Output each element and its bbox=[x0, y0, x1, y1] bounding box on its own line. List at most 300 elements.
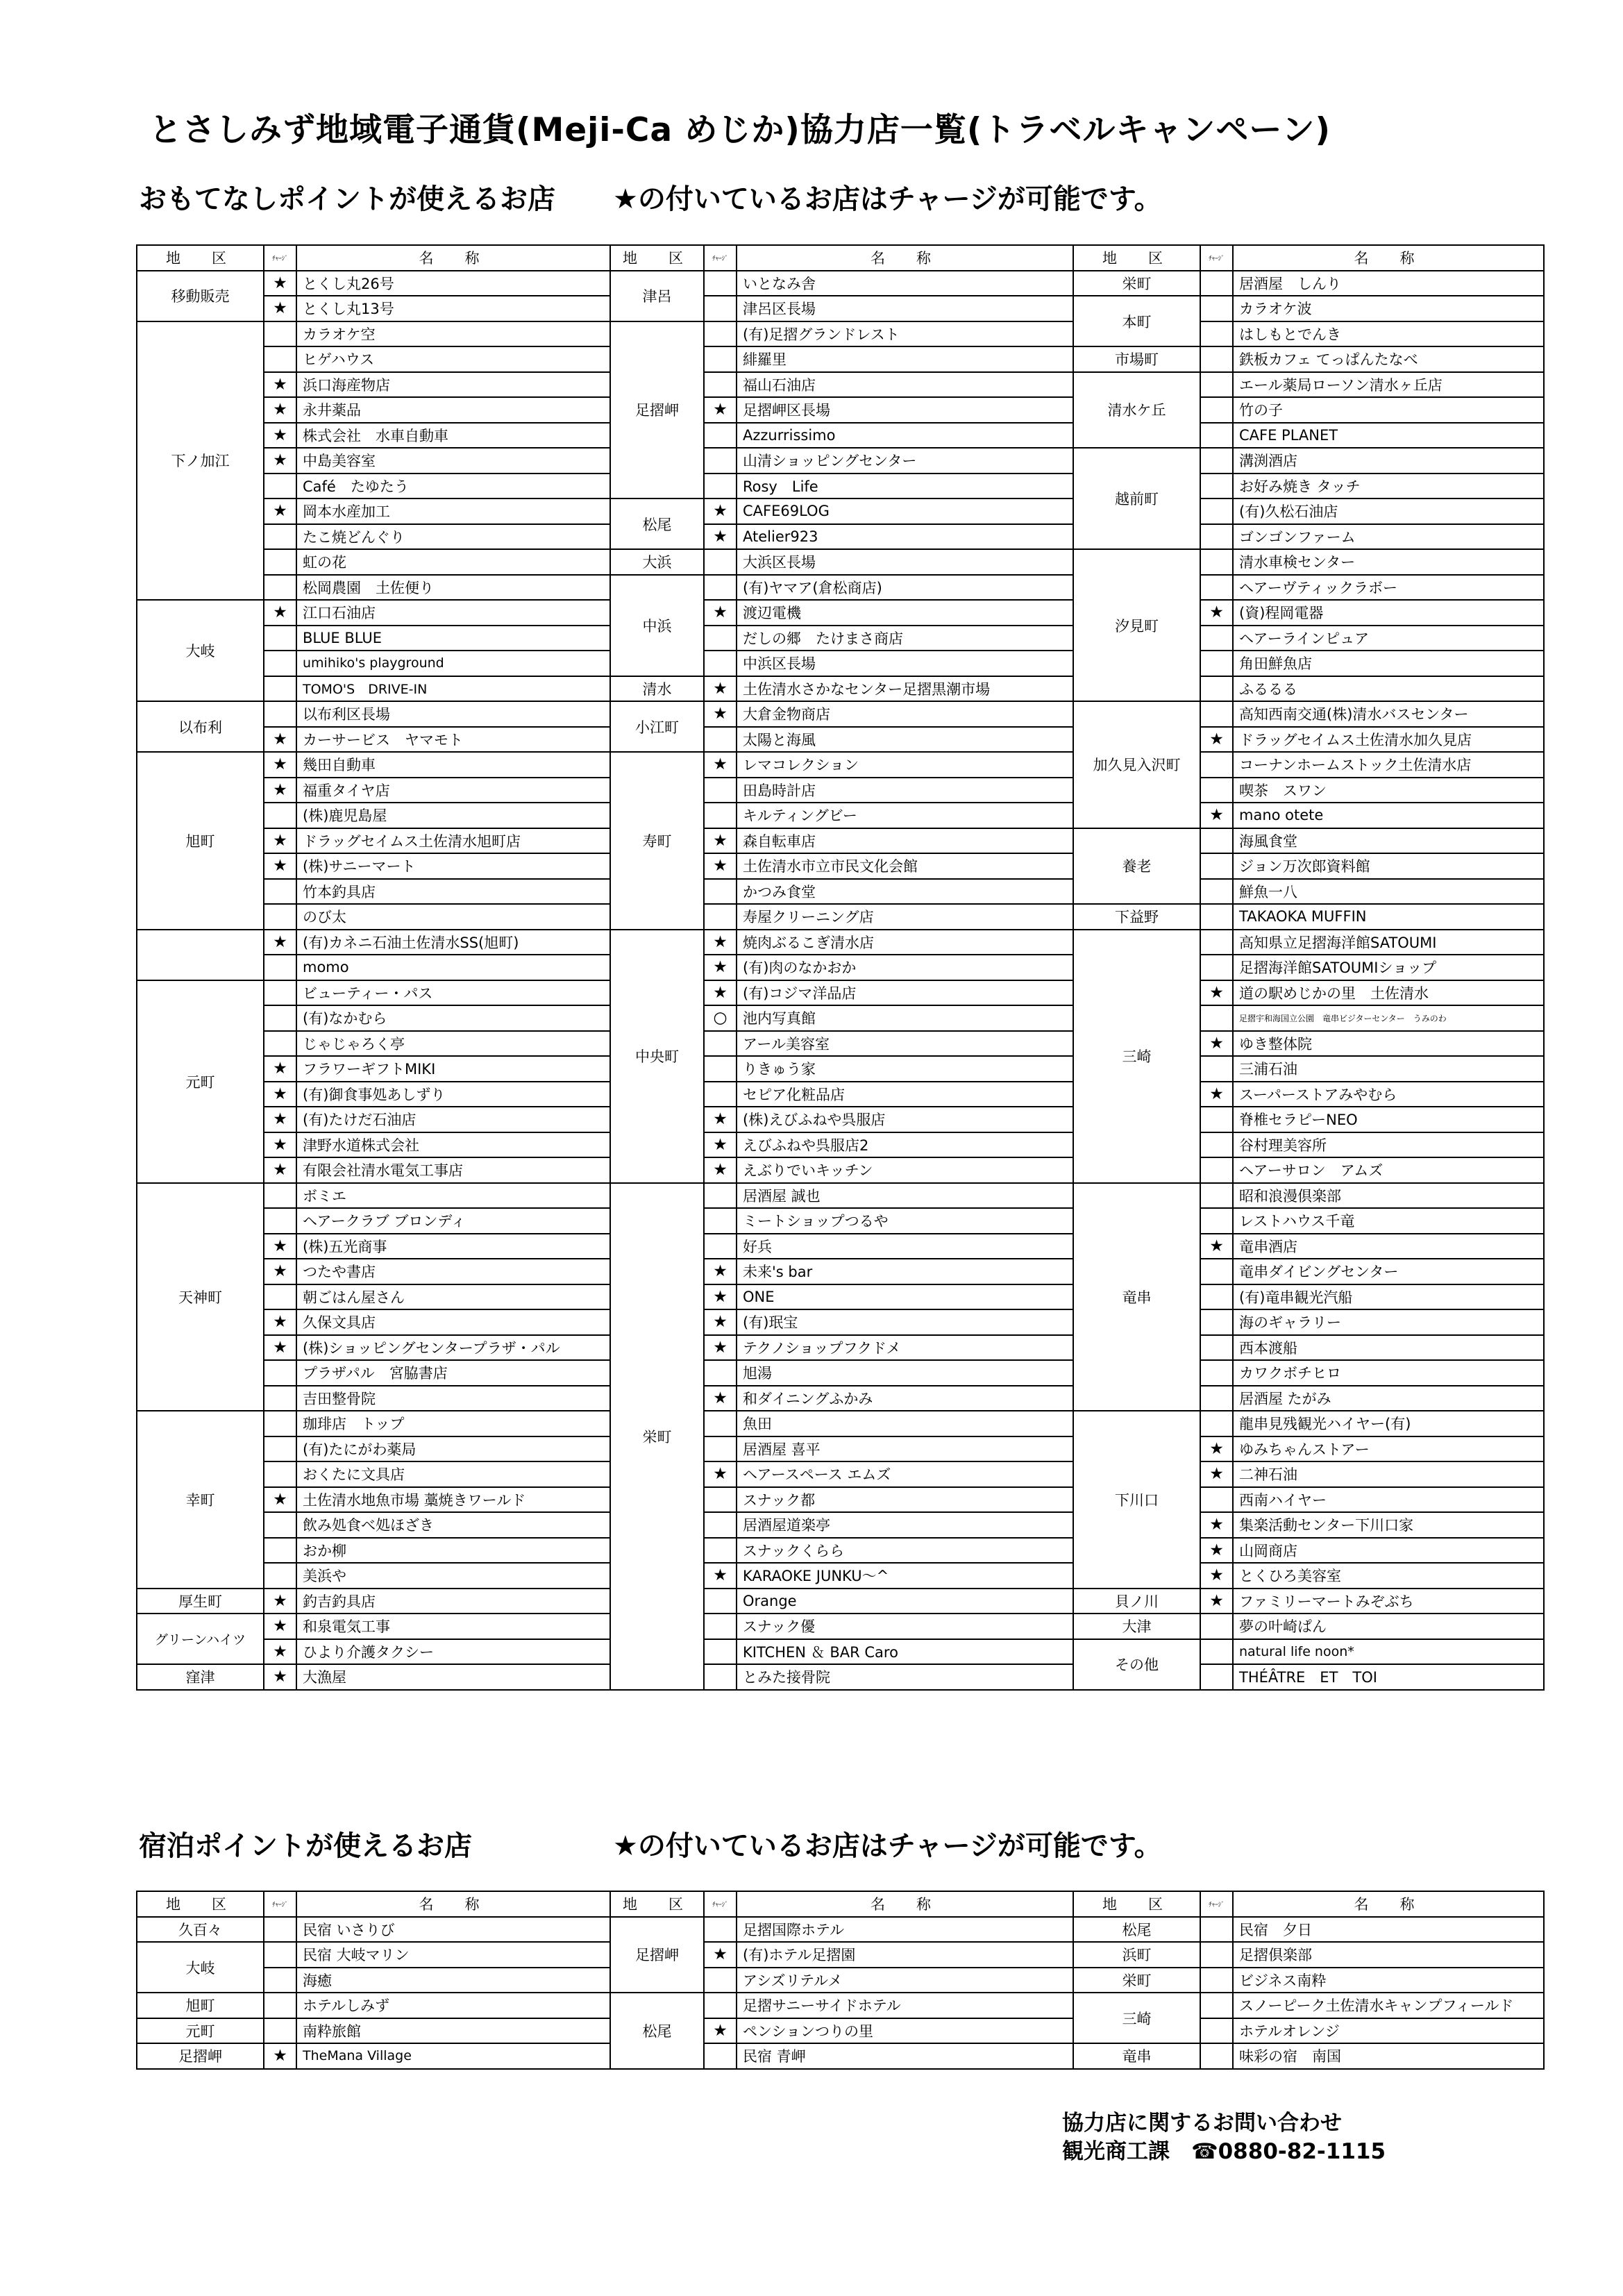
charge-mark bbox=[1200, 575, 1233, 601]
shop-table-omotenashi bbox=[136, 244, 1545, 1691]
name-header: 名 称 bbox=[737, 245, 1073, 271]
charge-mark bbox=[704, 1234, 737, 1259]
charge-mark: ★ bbox=[704, 1309, 737, 1335]
shop-name: 和泉電気工事 bbox=[296, 1614, 610, 1639]
charge-mark bbox=[704, 626, 737, 651]
shop-name: 釣吉釣具店 bbox=[296, 1589, 610, 1614]
area-cell: 下川口 bbox=[1073, 1411, 1200, 1589]
shop-name: natural life noon* bbox=[1233, 1639, 1544, 1665]
charge-mark bbox=[1200, 1284, 1233, 1310]
area-cell: 足摺岬 bbox=[137, 2043, 264, 2069]
shop-name: ゆみちゃんストアー bbox=[1233, 1436, 1544, 1462]
shop-name: とくし丸13号 bbox=[296, 296, 610, 321]
shop-name: 有限会社清水電気工事店 bbox=[296, 1157, 610, 1183]
charge-mark bbox=[264, 1942, 296, 1968]
charge-mark bbox=[1200, 1942, 1233, 1968]
shop-name: ジョン万次郎資料館 bbox=[1233, 853, 1544, 879]
table-row bbox=[137, 930, 1544, 955]
shop-name: 久保文具店 bbox=[296, 1309, 610, 1335]
area-cell: 清水ケ丘 bbox=[1073, 372, 1200, 449]
area-cell: 窪津 bbox=[137, 1664, 264, 1690]
shop-name: いとなみ舎 bbox=[737, 271, 1073, 296]
area-cell: 栄町 bbox=[1073, 1968, 1200, 1993]
charge-mark bbox=[264, 1005, 296, 1031]
table-row bbox=[137, 1056, 1544, 1082]
shop-name: カラオケ波 bbox=[1233, 296, 1544, 321]
charge-mark: ★ bbox=[264, 397, 296, 423]
charge-mark: ★ bbox=[264, 1157, 296, 1183]
charge-mark bbox=[264, 524, 296, 550]
table-row bbox=[137, 1309, 1544, 1335]
charge-mark: ★ bbox=[264, 423, 296, 449]
shop-name: エール薬局ローソン清水ヶ丘店 bbox=[1233, 372, 1544, 398]
shop-name: Azzurrissimo bbox=[737, 423, 1073, 449]
charge-mark: ★ bbox=[1200, 1589, 1233, 1614]
shop-name: 松岡農園 土佐便り bbox=[296, 575, 610, 601]
charge-mark bbox=[1200, 701, 1233, 727]
shop-name: mano otete bbox=[1233, 803, 1544, 828]
shop-name: 美浜や bbox=[296, 1563, 610, 1589]
charge-mark: ★ bbox=[264, 448, 296, 474]
shop-name: のび太 bbox=[296, 904, 610, 930]
charge-mark bbox=[704, 1538, 737, 1564]
shop-name: 足摺倶楽部 bbox=[1233, 1942, 1544, 1968]
shop-name: ヘアーサロン アムズ bbox=[1233, 1157, 1544, 1183]
shop-name: (有)足摺グランドレスト bbox=[737, 321, 1073, 347]
charge-mark bbox=[264, 980, 296, 1006]
shop-name: umihiko's playground bbox=[296, 651, 610, 676]
charge-mark bbox=[264, 1563, 296, 1589]
shop-name: レストハウス千竜 bbox=[1233, 1208, 1544, 1234]
shop-name: 幾田自動車 bbox=[296, 752, 610, 778]
table-row bbox=[137, 346, 1544, 372]
charge-header: ﾁｬｰｼﾞ bbox=[264, 1891, 296, 1917]
charge-mark: ★ bbox=[264, 1589, 296, 1614]
shop-name: えびふねや呉服店2 bbox=[737, 1132, 1073, 1158]
shop-name: とみた接骨院 bbox=[737, 1664, 1073, 1690]
charge-mark: ★ bbox=[704, 1942, 737, 1968]
charge-mark: ★ bbox=[704, 397, 737, 423]
charge-mark: ★ bbox=[264, 1056, 296, 1082]
name-header: 名 称 bbox=[737, 1891, 1073, 1917]
table-row bbox=[137, 1157, 1544, 1183]
shop-name: 昭和浪漫倶楽部 bbox=[1233, 1183, 1544, 1209]
charge-mark bbox=[704, 346, 737, 372]
charge-header: ﾁｬｰｼﾞ bbox=[1200, 1891, 1233, 1917]
shop-name: TheMana Village bbox=[296, 2043, 610, 2069]
charge-mark bbox=[1200, 879, 1233, 905]
shop-name: 居酒屋 たがみ bbox=[1233, 1386, 1544, 1411]
charge-mark bbox=[704, 1183, 737, 1209]
area-cell: 天神町 bbox=[137, 1183, 264, 1411]
shop-name: 福山石油店 bbox=[737, 372, 1073, 398]
charge-mark: ★ bbox=[704, 853, 737, 879]
charge-mark: ★ bbox=[1200, 1538, 1233, 1564]
shop-name: ゆき整体院 bbox=[1233, 1031, 1544, 1057]
area-header: 地 区 bbox=[610, 1891, 704, 1917]
table-row bbox=[137, 651, 1544, 676]
shop-name: 二神石油 bbox=[1233, 1461, 1544, 1487]
charge-mark: ★ bbox=[264, 498, 296, 524]
shop-name: 溝渕酒店 bbox=[1233, 448, 1544, 474]
charge-mark bbox=[704, 1436, 737, 1462]
shop-name: THÉÂTRE ET TOI bbox=[1233, 1664, 1544, 1690]
area-cell: 下益野 bbox=[1073, 904, 1200, 930]
shop-name: 岡本水産加工 bbox=[296, 498, 610, 524]
area-cell: 養老 bbox=[1073, 828, 1200, 905]
charge-mark bbox=[704, 575, 737, 601]
area-cell: 清水 bbox=[610, 676, 704, 702]
charge-mark: ★ bbox=[1200, 1082, 1233, 1107]
shop-name: キルティングビー bbox=[737, 803, 1073, 828]
area-cell: 中央町 bbox=[610, 930, 704, 1183]
table-row bbox=[137, 1512, 1544, 1538]
shop-name: 津野水道株式会社 bbox=[296, 1132, 610, 1158]
charge-mark bbox=[1200, 372, 1233, 398]
charge-mark: ★ bbox=[1200, 1234, 1233, 1259]
table-row bbox=[137, 727, 1544, 753]
charge-mark: ★ bbox=[704, 1284, 737, 1310]
charge-mark: ★ bbox=[1200, 1512, 1233, 1538]
table-row bbox=[137, 1589, 1544, 1614]
shop-name: だしの郷 たけまさ商店 bbox=[737, 626, 1073, 651]
table-row bbox=[137, 676, 1544, 702]
table-row bbox=[137, 575, 1544, 601]
table-row bbox=[137, 1259, 1544, 1284]
table-row bbox=[137, 828, 1544, 854]
charge-mark bbox=[1200, 930, 1233, 955]
shop-name: (有)たけだ石油店 bbox=[296, 1107, 610, 1132]
shop-name: 好兵 bbox=[737, 1234, 1073, 1259]
shop-name: (株)鹿児島屋 bbox=[296, 803, 610, 828]
shop-name: 旭湯 bbox=[737, 1360, 1073, 1386]
charge-mark bbox=[704, 372, 737, 398]
shop-name: (有)なかむら bbox=[296, 1005, 610, 1031]
shop-name: (株)五光商事 bbox=[296, 1234, 610, 1259]
charge-mark bbox=[264, 626, 296, 651]
charge-mark bbox=[704, 1487, 737, 1513]
charge-mark: ★ bbox=[264, 600, 296, 626]
section1-heading: おもてなしポイントが使えるお店 bbox=[139, 183, 555, 215]
shop-name: スナックくらら bbox=[737, 1538, 1073, 1564]
charge-mark bbox=[1200, 296, 1233, 321]
shop-name: BLUE BLUE bbox=[296, 626, 610, 651]
shop-name: 龍串見残観光ハイヤー(有) bbox=[1233, 1411, 1544, 1436]
charge-mark bbox=[264, 549, 296, 575]
area-cell: 旭町 bbox=[137, 752, 264, 930]
charge-mark bbox=[1200, 524, 1233, 550]
table-row bbox=[137, 1234, 1544, 1259]
charge-mark bbox=[264, 676, 296, 702]
shop-name: 飲み処食べ処ほざき bbox=[296, 1512, 610, 1538]
charge-mark bbox=[1200, 1157, 1233, 1183]
charge-mark: ○ bbox=[704, 1005, 737, 1031]
area-cell: 中浜 bbox=[610, 575, 704, 676]
shop-name: 池内写真館 bbox=[737, 1005, 1073, 1031]
shop-name: 三浦石油 bbox=[1233, 1056, 1544, 1082]
shop-name: つたや書店 bbox=[296, 1259, 610, 1284]
charge-mark bbox=[704, 423, 737, 449]
shop-name: 大倉金物商店 bbox=[737, 701, 1073, 727]
shop-name: 足摺宇和海国立公園 竜串ビジターセンター うみのわ bbox=[1233, 1005, 1544, 1031]
charge-mark bbox=[704, 651, 737, 676]
shop-name: 民宿 大岐マリン bbox=[296, 1942, 610, 1968]
shop-name: (有)竜串観光汽船 bbox=[1233, 1284, 1544, 1310]
area-cell: 竜串 bbox=[1073, 2043, 1200, 2069]
charge-mark: ★ bbox=[1200, 803, 1233, 828]
charge-mark bbox=[264, 879, 296, 905]
charge-header: ﾁｬｰｼﾞ bbox=[1200, 245, 1233, 271]
area-cell: 松尾 bbox=[610, 1993, 704, 2069]
shop-table-lodging bbox=[136, 1891, 1545, 2070]
area-cell: 松尾 bbox=[610, 498, 704, 549]
shop-name: おか柳 bbox=[296, 1538, 610, 1564]
shop-name: (有)肉のなかおか bbox=[737, 955, 1073, 980]
area-cell: 津呂 bbox=[610, 271, 704, 321]
shop-name: 足摺国際ホテル bbox=[737, 1917, 1073, 1943]
charge-mark: ★ bbox=[264, 1234, 296, 1259]
shop-name: 竹本釣具店 bbox=[296, 879, 610, 905]
charge-mark: ★ bbox=[1200, 1031, 1233, 1057]
charge-mark: ★ bbox=[1200, 1461, 1233, 1487]
shop-name: とくし丸26号 bbox=[296, 271, 610, 296]
charge-mark bbox=[1200, 1107, 1233, 1132]
shop-name: (有)たにがわ薬局 bbox=[296, 1436, 610, 1462]
name-header: 名 称 bbox=[1233, 245, 1544, 271]
shop-name: 居酒屋道楽亭 bbox=[737, 1512, 1073, 1538]
area-cell: 栄町 bbox=[1073, 271, 1200, 296]
area-cell: その他 bbox=[1073, 1639, 1200, 1690]
charge-mark bbox=[704, 803, 737, 828]
charge-mark bbox=[704, 1614, 737, 1639]
shop-name: 中浜区長場 bbox=[737, 651, 1073, 676]
shop-name: 永井薬品 bbox=[296, 397, 610, 423]
area-header: 地 区 bbox=[1073, 1891, 1200, 1917]
shop-name: 魚田 bbox=[737, 1411, 1073, 1436]
charge-mark: ★ bbox=[704, 752, 737, 778]
charge-mark bbox=[264, 1993, 296, 2018]
shop-name: (株)えびふねや呉服店 bbox=[737, 1107, 1073, 1132]
charge-mark bbox=[1200, 474, 1233, 499]
charge-mark: ★ bbox=[264, 1082, 296, 1107]
charge-mark bbox=[1200, 1993, 1233, 2018]
charge-mark bbox=[1200, 448, 1233, 474]
area-cell: 汐見町 bbox=[1073, 549, 1200, 701]
charge-mark bbox=[704, 778, 737, 803]
charge-mark bbox=[264, 575, 296, 601]
shop-name: 集楽活動センター下川口家 bbox=[1233, 1512, 1544, 1538]
charge-header: ﾁｬｰｼﾞ bbox=[704, 1891, 737, 1917]
shop-name: CAFE69LOG bbox=[737, 498, 1073, 524]
charge-mark bbox=[264, 701, 296, 727]
shop-name: Café たゆたう bbox=[296, 474, 610, 499]
area-cell: 三崎 bbox=[1073, 930, 1200, 1183]
area-cell: 移動販売 bbox=[137, 271, 264, 321]
charge-mark: ★ bbox=[264, 1664, 296, 1690]
shop-name: 居酒屋 しんり bbox=[1233, 271, 1544, 296]
shop-name: 津呂区長場 bbox=[737, 296, 1073, 321]
shop-name: 味彩の宿 南国 bbox=[1233, 2043, 1544, 2069]
area-cell bbox=[137, 930, 264, 980]
shop-name: TOMO'S DRIVE-IN bbox=[296, 676, 610, 702]
charge-mark bbox=[1200, 651, 1233, 676]
area-header: 地 区 bbox=[610, 245, 704, 271]
area-cell: 松尾 bbox=[1073, 1917, 1200, 1943]
shop-name: KARAOKE JUNKU～^ bbox=[737, 1563, 1073, 1589]
charge-mark bbox=[264, 321, 296, 347]
name-header: 名 称 bbox=[296, 1891, 610, 1917]
shop-name: カワクボチヒロ bbox=[1233, 1360, 1544, 1386]
charge-mark bbox=[264, 651, 296, 676]
shop-name: CAFE PLANET bbox=[1233, 423, 1544, 449]
charge-mark bbox=[704, 1589, 737, 1614]
table-row bbox=[137, 1005, 1544, 1031]
shop-name: コーナンホームストック土佐清水店 bbox=[1233, 752, 1544, 778]
charge-mark: ★ bbox=[1200, 1563, 1233, 1589]
area-cell: グリーンハイツ bbox=[137, 1614, 264, 1664]
shop-name: 江口石油店 bbox=[296, 600, 610, 626]
table-row bbox=[137, 1968, 1544, 1993]
shop-name: 谷村理美容所 bbox=[1233, 1132, 1544, 1158]
shop-name: アール美容室 bbox=[737, 1031, 1073, 1057]
shop-name: 民宿 青岬 bbox=[737, 2043, 1073, 2069]
charge-mark bbox=[1200, 626, 1233, 651]
shop-name: ONE bbox=[737, 1284, 1073, 1310]
table-row bbox=[137, 1082, 1544, 1107]
shop-name: フラワーギフトMIKI bbox=[296, 1056, 610, 1082]
shop-name: 吉田整骨院 bbox=[296, 1386, 610, 1411]
table-row bbox=[137, 980, 1544, 1006]
shop-name: えぶりでいキッチン bbox=[737, 1157, 1073, 1183]
shop-name: 土佐清水地魚市場 藁焼きワールド bbox=[296, 1487, 610, 1513]
shop-name: 居酒屋 誠也 bbox=[737, 1183, 1073, 1209]
table-row bbox=[137, 853, 1544, 879]
shop-name: ドラッグセイムス土佐清水旭町店 bbox=[296, 828, 610, 854]
charge-mark: ★ bbox=[264, 296, 296, 321]
charge-mark bbox=[1200, 1335, 1233, 1361]
section1-note: ★の付いているお店はチャージが可能です。 bbox=[613, 183, 1162, 215]
table-row bbox=[137, 448, 1544, 474]
shop-name: ビジネス南粋 bbox=[1233, 1968, 1544, 1993]
charge-mark bbox=[1200, 1664, 1233, 1690]
shop-name: 和ダイニングふかみ bbox=[737, 1386, 1073, 1411]
name-header: 名 称 bbox=[296, 245, 610, 271]
charge-mark: ★ bbox=[704, 676, 737, 702]
charge-mark bbox=[1200, 904, 1233, 930]
shop-name: スノーピーク土佐清水キャンプフィールド bbox=[1233, 1993, 1544, 2018]
shop-name: 南粋旅館 bbox=[296, 2018, 610, 2044]
shop-name: (有)カネニ石油土佐清水SS(旭町) bbox=[296, 930, 610, 955]
charge-mark bbox=[1200, 828, 1233, 854]
shop-name: ファミリーマートみぞぶち bbox=[1233, 1589, 1544, 1614]
table-row bbox=[137, 1538, 1544, 1564]
charge-header: ﾁｬｰｼﾞ bbox=[704, 245, 737, 271]
charge-mark: ★ bbox=[264, 727, 296, 753]
shop-name: ホテルオレンジ bbox=[1233, 2018, 1544, 2044]
shop-name: ミートショップつるや bbox=[737, 1208, 1073, 1234]
charge-mark bbox=[1200, 752, 1233, 778]
charge-mark bbox=[264, 1461, 296, 1487]
charge-mark bbox=[264, 1411, 296, 1436]
charge-mark bbox=[1200, 2043, 1233, 2069]
charge-mark bbox=[1200, 955, 1233, 980]
charge-mark bbox=[1200, 423, 1233, 449]
charge-mark: ★ bbox=[264, 1107, 296, 1132]
charge-mark: ★ bbox=[704, 1461, 737, 1487]
shop-name: 朝ごはん屋さん bbox=[296, 1284, 610, 1310]
shop-name: 大浜区長場 bbox=[737, 549, 1073, 575]
shop-name: スナック優 bbox=[737, 1614, 1073, 1639]
table-row bbox=[137, 1335, 1544, 1361]
charge-mark: ★ bbox=[264, 1614, 296, 1639]
shop-name: りきゅう家 bbox=[737, 1056, 1073, 1082]
area-cell: 小江町 bbox=[610, 701, 704, 752]
shop-name: セピア化粧品店 bbox=[737, 1082, 1073, 1107]
charge-mark: ★ bbox=[264, 1132, 296, 1158]
charge-mark bbox=[1200, 1056, 1233, 1082]
shop-name: 海癒 bbox=[296, 1968, 610, 1993]
shop-name: 居酒屋 喜平 bbox=[737, 1436, 1073, 1462]
charge-mark bbox=[1200, 397, 1233, 423]
shop-name: 足摺海洋館SATOUMIショップ bbox=[1233, 955, 1544, 980]
shop-name: テクノショップフクドメ bbox=[737, 1335, 1073, 1361]
area-cell: 元町 bbox=[137, 980, 264, 1183]
shop-name: 夢の叶崎ぱん bbox=[1233, 1614, 1544, 1639]
shop-name: 鮮魚一八 bbox=[1233, 879, 1544, 905]
charge-header: ﾁｬｰｼﾞ bbox=[264, 245, 296, 271]
table-row bbox=[137, 701, 1544, 727]
area-cell: 越前町 bbox=[1073, 448, 1200, 549]
shop-name: 清水車検センター bbox=[1233, 549, 1544, 575]
charge-mark bbox=[1200, 321, 1233, 347]
shop-name: 西本渡船 bbox=[1233, 1335, 1544, 1361]
charge-mark bbox=[1200, 676, 1233, 702]
charge-mark: ★ bbox=[704, 955, 737, 980]
charge-mark bbox=[1200, 778, 1233, 803]
charge-mark bbox=[264, 1284, 296, 1310]
contact-info bbox=[1062, 2109, 1386, 2166]
charge-mark bbox=[704, 1360, 737, 1386]
shop-name: 寿屋クリーニング店 bbox=[737, 904, 1073, 930]
shop-name: 喫茶 スワン bbox=[1233, 778, 1544, 803]
shop-name: はしもとでんき bbox=[1233, 321, 1544, 347]
area-cell: 厚生町 bbox=[137, 1589, 264, 1614]
charge-mark: ★ bbox=[264, 828, 296, 854]
charge-mark bbox=[264, 1386, 296, 1411]
charge-mark: ★ bbox=[704, 524, 737, 550]
charge-mark: ★ bbox=[264, 1259, 296, 1284]
shop-name: 竹の子 bbox=[1233, 397, 1544, 423]
shop-name: 足摺岬区長場 bbox=[737, 397, 1073, 423]
shop-name: 株式会社 水車自動車 bbox=[296, 423, 610, 449]
table-row bbox=[137, 2018, 1544, 2044]
charge-mark: ★ bbox=[704, 1386, 737, 1411]
charge-mark bbox=[704, 1082, 737, 1107]
charge-mark: ★ bbox=[704, 828, 737, 854]
shop-name: (有)久松石油店 bbox=[1233, 498, 1544, 524]
charge-mark bbox=[704, 474, 737, 499]
charge-mark: ★ bbox=[264, 271, 296, 296]
shop-name: 山清ショッピングセンター bbox=[737, 448, 1073, 474]
table-row bbox=[137, 1411, 1544, 1436]
area-header: 地 区 bbox=[137, 245, 264, 271]
table-row bbox=[137, 752, 1544, 778]
charge-mark bbox=[264, 1031, 296, 1057]
table-row bbox=[137, 1284, 1544, 1310]
table-row bbox=[137, 372, 1544, 398]
charge-mark: ★ bbox=[704, 498, 737, 524]
area-cell: 大岐 bbox=[137, 600, 264, 701]
